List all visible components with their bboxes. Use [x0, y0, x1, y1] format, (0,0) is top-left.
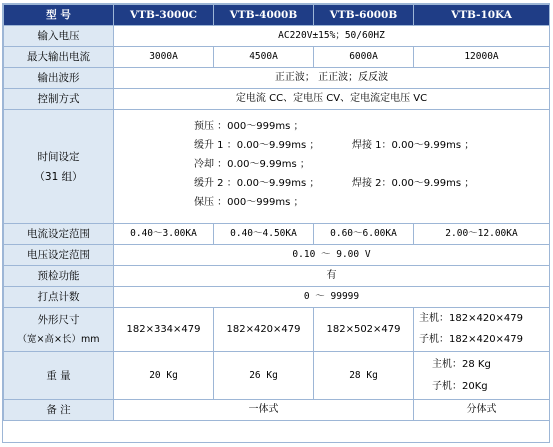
value-control-mode: 定电流 CC、定电压 CV、定电流定电压 VC: [114, 89, 550, 110]
value-dimensions-3000c: 182×334×479: [114, 308, 214, 352]
spec-table-frame: [2, 3, 550, 443]
label-precheck: 预检功能: [4, 266, 114, 287]
value-weight-4000b: 26 Kg: [214, 352, 314, 400]
time-line-4: [114, 175, 549, 194]
label-current-range: 电流设定范围: [4, 224, 114, 245]
time-line-3-left: 冷却 ：0.00～9.99ms ；: [194, 159, 310, 170]
label-remark: 备 注: [4, 400, 114, 421]
value-weight-10ka-sub: 子机：20Kg: [432, 380, 488, 392]
label-output-waveform: 输出波形: [4, 68, 114, 89]
label-input-voltage: 输入电压: [4, 26, 114, 47]
value-counter: 0 ～ 99999: [114, 287, 550, 308]
value-dimensions-6000b: 182×502×479: [314, 308, 414, 352]
value-dimensions-10ka-sub: 子机：182×420×479: [419, 334, 524, 345]
row-remark: [4, 400, 550, 421]
value-max-current-3000c: 3000A: [114, 47, 214, 68]
value-weight-10ka-main: 主机：28 Kg: [432, 358, 491, 370]
value-current-range-4000b: 0.40～4.50KA: [214, 224, 314, 245]
time-line-2: [114, 137, 549, 156]
value-voltage-range: 0.10 ～ 9.00 V: [114, 245, 550, 266]
row-time-setting: [4, 110, 550, 224]
row-precheck: [4, 266, 550, 287]
label-dimensions: [4, 308, 114, 352]
label-voltage-range: 电压设定范围: [4, 245, 114, 266]
label-time-setting: [4, 110, 114, 224]
time-line-5: [114, 194, 549, 213]
model-vtb-3000c: VTB-3000C: [114, 5, 214, 26]
time-line-4-right: 焊接 2：0.00～9.99ms ；: [352, 178, 475, 189]
row-current-range: [4, 224, 550, 245]
value-weight-10ka: [414, 352, 550, 400]
value-max-current-4000b: 4500A: [214, 47, 314, 68]
value-current-range-6000b: 0.60～6.00KA: [314, 224, 414, 245]
time-line-2-right: 焊接 1：0.00～9.99ms ；: [352, 140, 475, 151]
value-time-setting: [114, 110, 550, 224]
row-voltage-range: [4, 245, 550, 266]
row-max-output-current: [4, 47, 550, 68]
value-max-current-10ka: 12000A: [414, 47, 550, 68]
time-line-5-left: 保压 ：000～999ms ；: [194, 197, 304, 208]
value-weight-3000c: 20 Kg: [114, 352, 214, 400]
label-time-setting-line2: （31 组）: [34, 170, 83, 183]
spec-table: [3, 4, 550, 421]
value-dimensions-10ka-main: 主机：182×420×479: [419, 313, 524, 324]
value-max-current-6000b: 6000A: [314, 47, 414, 68]
value-weight-6000b: 28 Kg: [314, 352, 414, 400]
value-remark-split: 分体式: [414, 400, 550, 421]
time-line-3: [114, 156, 549, 175]
value-input-voltage: AC220V±15%；50/60HZ: [114, 26, 550, 47]
value-remark-integrated: 一体式: [114, 400, 414, 421]
row-control-mode: [4, 89, 550, 110]
time-line-4-left: 缓升 2 ：0.00～9.99ms ；: [194, 178, 320, 189]
label-time-setting-line1: 时间设定: [37, 150, 80, 163]
model-vtb-4000b: VTB-4000B: [214, 5, 314, 26]
row-input-voltage: [4, 26, 550, 47]
value-current-range-10ka: 2.00～12.00KA: [414, 224, 550, 245]
model-vtb-6000b: VTB-6000B: [314, 5, 414, 26]
row-dimensions: [4, 308, 550, 352]
label-dimensions-line1: 外形尺寸: [37, 313, 80, 326]
row-weight: [4, 352, 550, 400]
row-counter: [4, 287, 550, 308]
value-output-waveform: 正正波； 正正波；反反波: [114, 68, 550, 89]
time-line-1-left: 预压 ：000～999ms ；: [194, 121, 304, 132]
label-weight: 重 量: [4, 352, 114, 400]
model-header: 型 号: [4, 5, 114, 26]
label-max-output-current: 最大输出电流: [4, 47, 114, 68]
model-vtb-10ka: VTB-10KA: [414, 5, 550, 26]
time-line-1: [114, 118, 549, 137]
label-control-mode: 控制方式: [4, 89, 114, 110]
time-line-2-left: 缓升 1 ：0.00～9.99ms ；: [194, 140, 320, 151]
header-row: [4, 5, 550, 26]
label-dimensions-line2: （宽×高×长）mm: [17, 333, 100, 345]
label-counter: 打点计数: [4, 287, 114, 308]
value-dimensions-4000b: 182×420×479: [214, 308, 314, 352]
value-dimensions-10ka: [414, 308, 550, 352]
row-output-waveform: [4, 68, 550, 89]
value-precheck: 有: [114, 266, 550, 287]
value-current-range-3000c: 0.40～3.00KA: [114, 224, 214, 245]
